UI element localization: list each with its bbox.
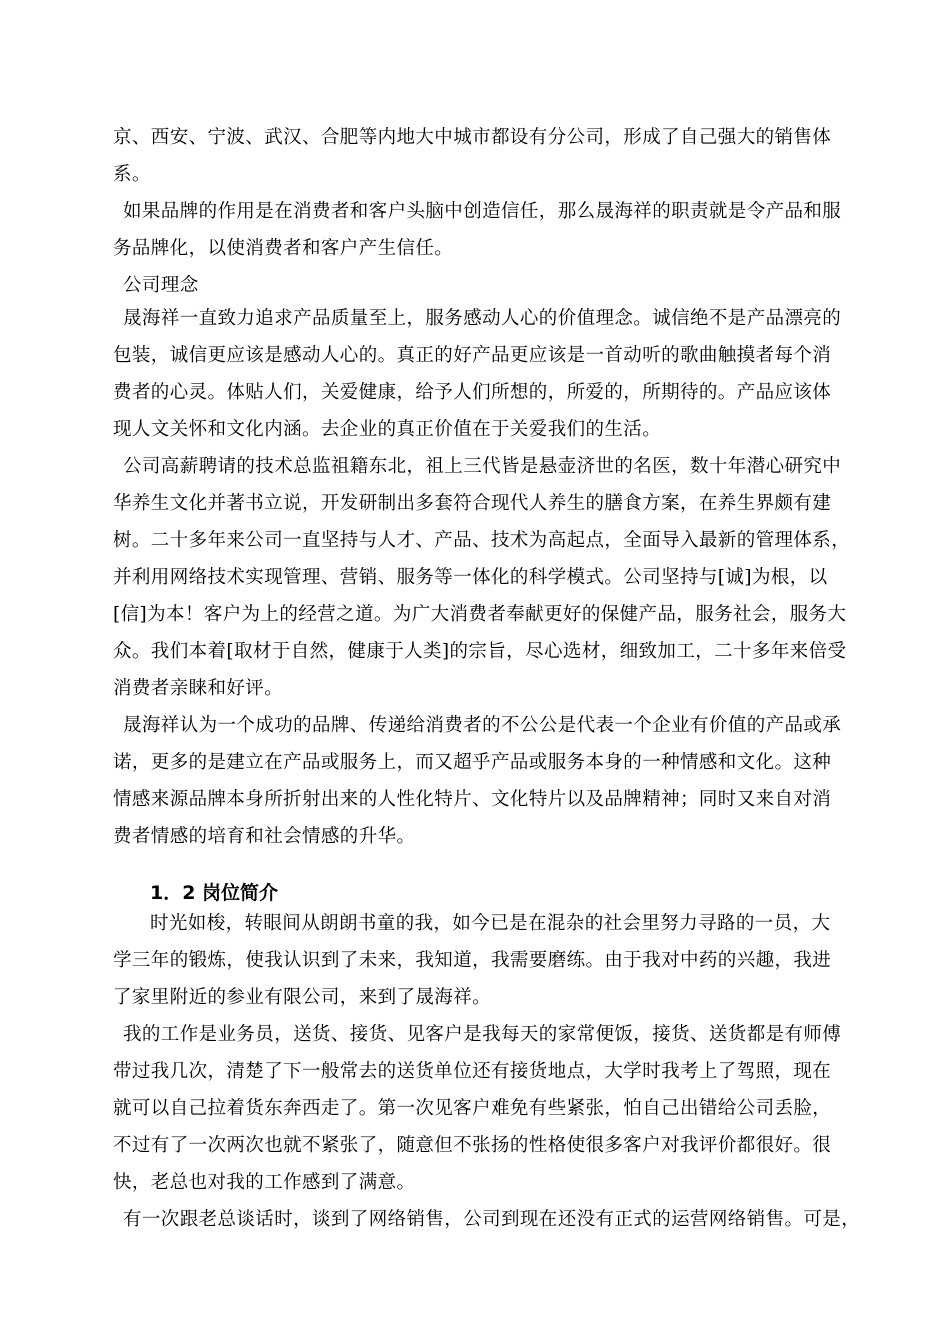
text-line: 就可以自己拉着货东奔西走了。第一次见客户难免有些紧张，怕自己出错给公司丢脸， <box>113 1098 832 1119</box>
text-line: [信]为本！客户为上的经营之道。为广大消费者奉献更好的保健产品，服务社会，服务大 <box>113 604 847 625</box>
subsection-label: 公司理念 <box>123 275 199 296</box>
text-line: 务品牌化，以使消费者和客户产生信任。 <box>113 238 454 259</box>
text-line: 情感来源品牌本身所折射出来的人性化特片、文化特片以及品牌精神；同时又来自对消 <box>113 789 832 810</box>
text-line: 京、西安、宁波、武汉、合肥等内地大中城市都设有分公司，形成了自己强大的销售体 <box>113 127 832 148</box>
text-line: 了家里附近的参业有限公司，来到了晟海祥。 <box>113 987 492 1008</box>
text-line: 并利用网络技术实现管理、营销、服务等一体化的科学模式。公司坚持与[诚]为根，以 <box>113 567 828 588</box>
text-line: 公司高薪聘请的技术总监祖籍东北，祖上三代皆是悬壶济世的名医，数十年潜心研究中 <box>123 456 842 477</box>
text-line: 快，老总也对我的工作感到了满意。 <box>113 1172 416 1193</box>
text-line: 系。 <box>113 164 151 185</box>
text-line: 诺，更多的是建立在产品或服务上，而又超乎产品或服务本身的一种情感和文化。这种 <box>113 752 832 773</box>
text-line: 现人文关怀和文化内涵。去企业的真正价值在于关爱我们的生活。 <box>113 419 662 440</box>
text-line: 费者的心灵。体贴人们，关爱健康，给予人们所想的，所爱的，所期待的。产品应该体 <box>113 382 832 403</box>
text-line: 不过有了一次两次也就不紧张了，随意但不张扬的性格使很多客户对我评价都很好。很 <box>113 1135 832 1156</box>
text-line: 我的工作是业务员，送货、接货、见客户是我每天的家常便饭，接货、送货都是有师傅 <box>123 1024 842 1045</box>
text-line: 树。二十多年来公司一直坚持与人才、产品、技术为高起点，全面导入最新的管理体系， <box>113 530 851 551</box>
text-line: 众。我们本着[取材于自然，健康于人类]的宗旨，尽心选材，细致加工，二十多年来倍受 <box>113 641 847 662</box>
text-line: 时光如梭，转眼间从朗朗书童的我，如今已是在混杂的社会里努力寻路的一员，大 <box>150 913 831 934</box>
text-line: 有一次跟老总谈话时，谈到了网络销售，公司到现在还没有正式的运营网络销售。可是， <box>123 1209 861 1230</box>
text-line: 费者情感的培育和社会情感的升华。 <box>113 826 416 847</box>
text-line: 华养生文化并著书立说，开发研制出多套符合现代人养生的膳食方案，在养生界颇有建 <box>113 493 832 514</box>
text-line: 如果品牌的作用是在消费者和客户头脑中创造信任，那么晟海祥的职责就是令产品和服 <box>123 201 842 222</box>
text-line: 晟海祥一直致力追求产品质量至上，服务感动人心的价值理念。诚信绝不是产品漂亮的 <box>123 308 842 329</box>
text-line: 包装，诚信更应该是感动人心的。真正的好产品更应该是一首动听的歌曲触摸者每个消 <box>113 345 832 366</box>
section-heading: 1．2 岗位简介 <box>150 882 279 904</box>
text-line: 晟海祥认为一个成功的品牌、传递给消费者的不公公是代表一个企业有价值的产品或承 <box>123 715 842 736</box>
text-line: 消费者亲睐和好评。 <box>113 678 284 699</box>
text-line: 学三年的锻炼，使我认识到了未来，我知道，我需要磨练。由于我对中药的兴趣，我进 <box>113 950 832 971</box>
text-line: 带过我几次，清楚了下一般常去的送货单位还有接货地点，大学时我考上了驾照，现在 <box>113 1061 832 1082</box>
